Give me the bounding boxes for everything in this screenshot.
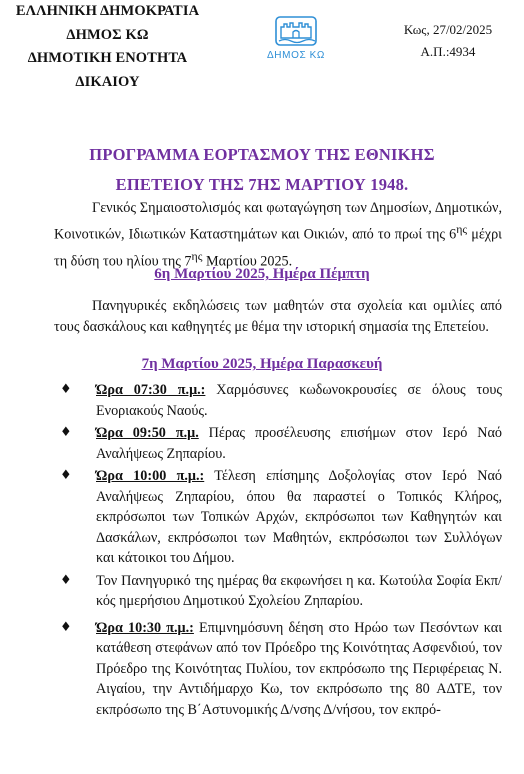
list-item <box>56 466 502 569</box>
day-heading-6: 6η Μαρτίου 2025, Ημέρα Πέμπτη <box>154 266 370 282</box>
day-heading-7: 7η Μαρτίου 2025, Ημέρα Παρασκευή <box>141 356 383 372</box>
event-list <box>56 380 502 720</box>
event-text: Τον Πανηγυρικό της ημέρας θα εκφωνήσει η κα. Κωτούλα Σοφία Εκπ/κός ημερήσιου Δημοτικού Σχολείου Ζηπαρίου. <box>96 572 502 609</box>
diamond-bullet-icon: ♦ <box>60 619 72 635</box>
diamond-bullet-icon: ♦ <box>60 382 72 397</box>
issuer-line: ΕΛΛΗΝΙΚΗ ΔΗΜΟΚΡΑΤΙΑ <box>15 3 200 19</box>
list-item <box>56 423 502 464</box>
event-time: Ώρα 09:50 π.μ. <box>96 425 199 441</box>
event-time: Ώρα 10:00 π.μ.: <box>96 468 205 484</box>
event-time: Ώρα 07:30 π.μ.: <box>96 382 206 398</box>
logo-caption: ΔΗΜΟΣ ΚΩ <box>267 50 325 61</box>
title-line: ΕΠΕΤΕΙΟΥ ΤΗΣ 7ΗΣ ΜΑΡΤΙΟΥ 1948. <box>115 175 409 194</box>
reference-block <box>378 19 518 63</box>
diamond-bullet-icon: ♦ <box>60 468 72 483</box>
list-item <box>56 571 502 612</box>
list-item <box>56 380 502 421</box>
issuer-line: ΔΗΜΟΣ ΚΩ <box>66 26 149 43</box>
protocol-number: Α.Π.:4934 <box>420 44 476 59</box>
list-item <box>56 618 502 721</box>
diamond-bullet-icon: ♦ <box>60 425 72 440</box>
castle-emblem-icon <box>274 14 318 48</box>
issuer-block <box>0 0 215 94</box>
event-text: Πέρας προσέλευσης επισήμων στον Ιερό Ναό Αναλήψεως Ζηπαρίου. <box>96 425 502 462</box>
issuer-line: ΔΙΚΑΙΟΥ <box>75 73 140 90</box>
diamond-bullet-icon: ♦ <box>60 572 72 588</box>
event-time: Ώρα 10:30 π.μ.: <box>96 619 194 636</box>
title-line: ΠΡΟΓΡΑΜΜΑ ΕΟΡΤΑΣΜΟΥ ΤΗΣ ΕΘΝΙΚΗΣ <box>89 145 435 164</box>
intro-paragraph: Γενικός Σημαιοστολισμός και φωταγώγηση των Δημοσίων, Δημοτικών, Κοινοτικών, Ιδιωτικών Καταστημάτων και Οικιών, από το πρωί της $6^{\eta\varsigma}$ μέχρι τη δύση του ηλίου της $7^{\eta\varsigma}$ Μαρτίου 2025. <box>54 200 502 270</box>
event-text: Επιμνημόσυνη δέηση στο Ηρώο των Πεσόντων και κατάθεση στεφάνων από τον Πρόεδρο της Κοινότητας Ασφενδιού, τον Πρόεδρο της Κοινότητας Πυλίου, τον εκπρόσωπο της Περιφέρειας Ν. Αιγαίου, την Αντιδήμαρχο Κω, τον εκπρόσωπο της 80 ΑΔΤΕ, τον εκπρόσωπο της Β΄Αστυνομικής Δ/νσης Δ/νήσου, τον εκπρό- <box>96 619 503 718</box>
event-text: Τέλεση επίσημης Δοξολογίας στον Ιερό Ναό Αναλήψεως Ζηπαρίου, όπου θα παραστεί ο Τοπικός Κλήρος, εκπρόσωποι των Τοπικών Αρχών, εκπρόσωποι των Καθηγητών και Δασκάλων, εκπρόσωποι των Μαθητών, εκπρόσωποι των Συλλόγων και κάτοικοι του Δήμου. <box>96 468 502 566</box>
municipality-logo <box>254 14 338 70</box>
document-title <box>0 140 524 200</box>
issuer-line: ΔΗΜΟΤΙΚΗ ΕΝΟΤΗΤΑ <box>27 50 188 66</box>
day1-paragraph: Πανηγυρικές εκδηλώσεις των μαθητών στα σχολεία και ομιλίες από τους δασκάλους και καθηγητές με θέμα την ιστορική σημασία της Επετείου. <box>54 298 502 335</box>
event-text: Χαρμόσυνες κωδωνοκρουσίες σε όλους τους Ενοριακούς Ναούς. <box>96 382 502 419</box>
document-date: Κως, 27/02/2025 <box>403 22 493 37</box>
